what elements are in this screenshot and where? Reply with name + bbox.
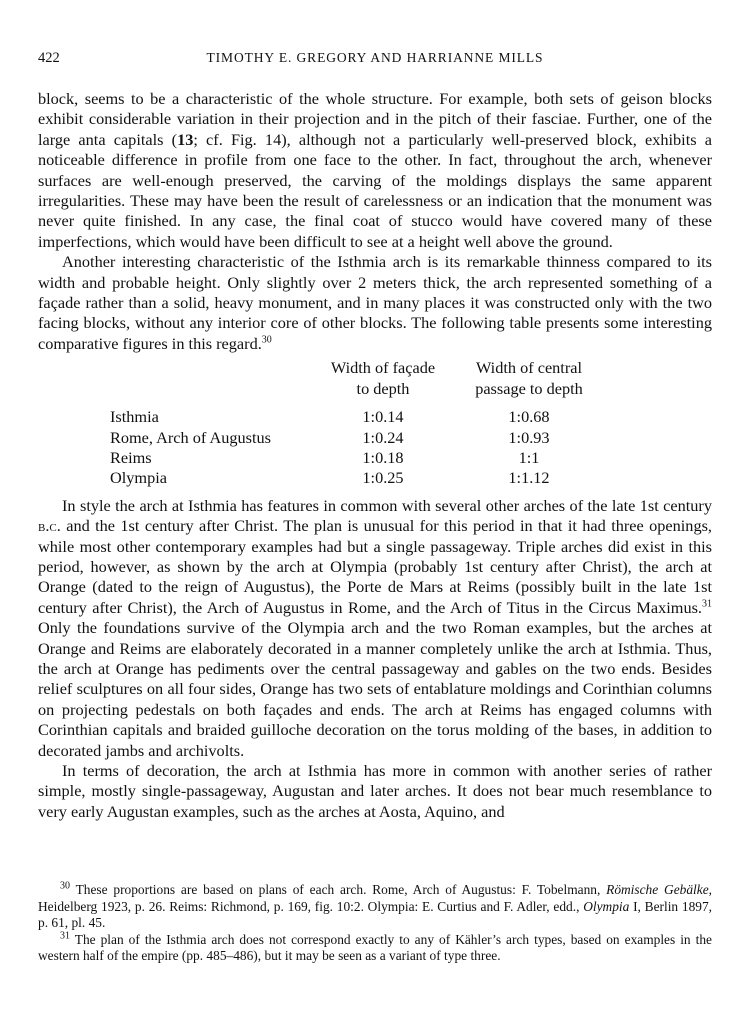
table-row [110,468,602,488]
footnote-ref-31: 31 [702,598,712,610]
table-cell-name: Isthmia [110,407,159,427]
table-header-passage [456,358,602,407]
table-cell-passage: 1:0.68 [508,407,550,427]
table-cell-facade: 1:0.18 [362,447,404,467]
page-number: 422 [38,50,60,66]
footnote-31 [38,932,712,965]
paragraph-4 [38,761,712,822]
paragraph-2-text: Another interesting characteristic of the Isthmia arch is its remarkable thinness compared to its width and probable height. Only slightly over 2 meters thick, the arch represented something of a façade rather than a solid, heavy monument, and in many places it was constructed only with the two facing blocks, without any interior core of other blocks. The following table presents some interesting comparative figures in this regard. [38,252,712,353]
table-header-blank [110,358,310,407]
footnote-30-text-b: , Heidelberg 1923, p. 26. Reims: Richmond, p. 169, fig. 10:2. Olympia: E. Curtius and F. Adler, edd., [38,882,712,914]
table-cell-name: Olympia [110,468,167,488]
table-header-passage-line2: passage to depth [475,378,583,398]
table-cell-facade: 1:0.25 [362,468,404,488]
comparison-table [110,358,602,488]
running-head: TIMOTHY E. GREGORY AND HARRIANNE MILLS [206,50,544,65]
paragraph-3-text-a: In style the arch at Isthmia has features in common with several other arches of the late 1st century [62,495,712,515]
paragraph-1-rest: ; cf. Fig. 14), although not a particularly well-preserved block, exhibits a noticeable difference in profile from one face to the other. In fact, throughout the arch, whenever surfaces are well-enough preserved, the carving of the moldings displays the same apparent irregularities. These may have been the result of carelessness or an indication that the monument was never quite finished. In any case, the final coat of stucco would have covered many of these imperfections, which would have been difficult to see at a height well above the ground. [38,129,712,251]
table-cell-passage: 1:0.93 [508,427,550,447]
footnote-31-text: The plan of the Isthmia arch does not correspond exactly to any of Kähler’s arch types, based on examples in the western half of the empire (pp. 485–486), but it may be seen as a variant of type three. [38,931,712,964]
page-header [38,50,712,70]
paragraph-4-text: In terms of decoration, the arch at Isthmia has more in common with another series of rather simple, mostly single-passageway, Augustan and later arches. It does not bear much resemblance to very early Augustan examples, such as the arches at Aosta, Aquino, and [38,761,712,821]
body-text [38,89,712,822]
footnotes [38,882,712,965]
footnote-31-number: 31 [60,930,70,942]
paragraph-1-text: block, seems to be a characteristic of the whole structure. For example, both sets of geison blocks exhibit considerable variation in their projection and in the pitch of their fasciae. Further, one of the large anta capitals ( [38,89,712,149]
paragraph-3-text-b: and the 1st century after Christ. The plan is unusual for this period in that it had three openings, while most other contemporary examples had but a single passageway. Triple arches did exist in this period, however, as shown by the arch at Olympia (probably 1st century after Christ), the arch at Orange (dated to the reign of Augustus), the Porte de Mars at Reims (possibly built in the late 1st century after Christ), the Arch of Augustus in Rome, and the Arch of Titus in the Circus Maximus. [38,516,712,617]
table-row [110,407,602,427]
footnote-30-text-a: These proportions are based on plans of each arch. Rome, Arch of Augustus: F. Tobelmann, [70,882,607,897]
table-header-facade-line1: Width of façade [330,358,436,378]
table-row [110,448,602,468]
table-header-facade [310,358,456,407]
table-row [110,428,602,448]
table-cell-name: Rome, Arch of Augustus [110,427,271,447]
block-number-ref: 13 [177,129,194,149]
paragraph-2 [38,252,712,354]
table-header-passage-line1: Width of central [475,358,583,378]
bc-abbreviation: b.c. [38,516,61,536]
table-cell-facade: 1:0.14 [362,407,404,427]
footnote-30 [38,882,712,932]
table-cell-passage: 1:1 [518,447,540,467]
table-cell-passage: 1:1.12 [508,468,550,488]
paragraph-3-text-c: Only the foundations survive of the Olympia arch and the two Roman examples, but the arches at Orange and Reims are elaborately decorated in a manner completely unlike the arch at Isthmia. Thus, the arch at Orange has pediments over the central passageway and gables on the two ends. Besides relief sculptures on all four sides, Orange has two sets of entablature moldings and Corinthian columns on projecting pedestals on both façades and ends. The arch at Reims has engaged columns with Corinthian capitals and braided guilloche decoration on the torus molding of the bases, in addition to decorated jambs and archivolts. [38,618,712,760]
table-header-row [110,358,602,407]
table-header-facade-line2: to depth [356,378,410,398]
footnote-30-number: 30 [60,880,70,892]
footnote-ref-30: 30 [261,334,272,346]
table-cell-name: Reims [110,447,152,467]
footnote-30-text-c: I, Berlin 1897, p. 61, pl. 45. [38,898,712,931]
paragraph-3 [38,496,712,761]
paragraph-1 [38,89,712,252]
footnote-30-title-1: Römische Gebälke [606,882,709,897]
footnote-30-title-2: Olympia [583,898,630,914]
table-cell-facade: 1:0.24 [362,427,404,447]
